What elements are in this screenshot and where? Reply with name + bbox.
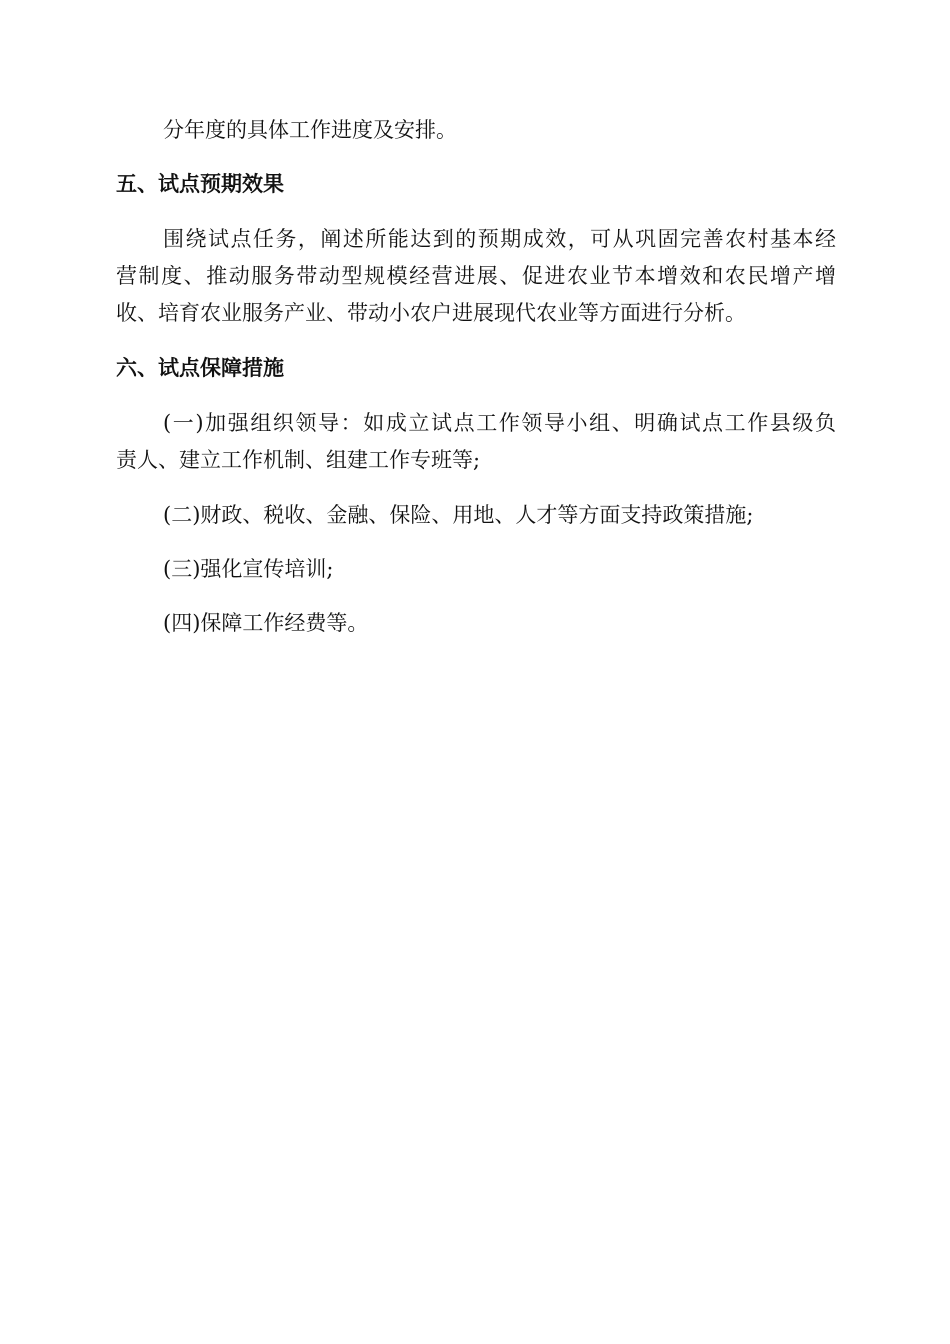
section-5-heading: 五、试点预期效果 xyxy=(116,172,284,196)
section-6-item-3: (三)强化宣传培训; xyxy=(163,557,334,581)
section-6-item-1-line-2: 责人、建立工作机制、组建工作专班等; xyxy=(116,448,481,472)
section-5-paragraph-line-3: 收、培育农业服务产业、带动小农户进展现代农业等方面进行分析。 xyxy=(116,301,746,325)
intro-line: 分年度的具体工作进度及安排。 xyxy=(163,118,457,142)
section-5-paragraph-line-2: 营制度、推动服务带动型规模经营进展、促进农业节本增效和农民增产增 xyxy=(116,264,836,288)
section-6-heading: 六、试点保障措施 xyxy=(116,356,284,380)
section-6-item-2: (二)财政、税收、金融、保险、用地、人才等方面支持政策措施; xyxy=(163,503,754,527)
section-6-item-4: (四)保障工作经费等。 xyxy=(163,611,369,635)
section-5-paragraph-line-1: 围绕试点任务，阐述所能达到的预期成效，可从巩固完善农村基本经 xyxy=(163,227,836,251)
section-6-item-1-line-1: (一)加强组织领导：如成立试点工作领导小组、明确试点工作县级负 xyxy=(163,411,836,435)
